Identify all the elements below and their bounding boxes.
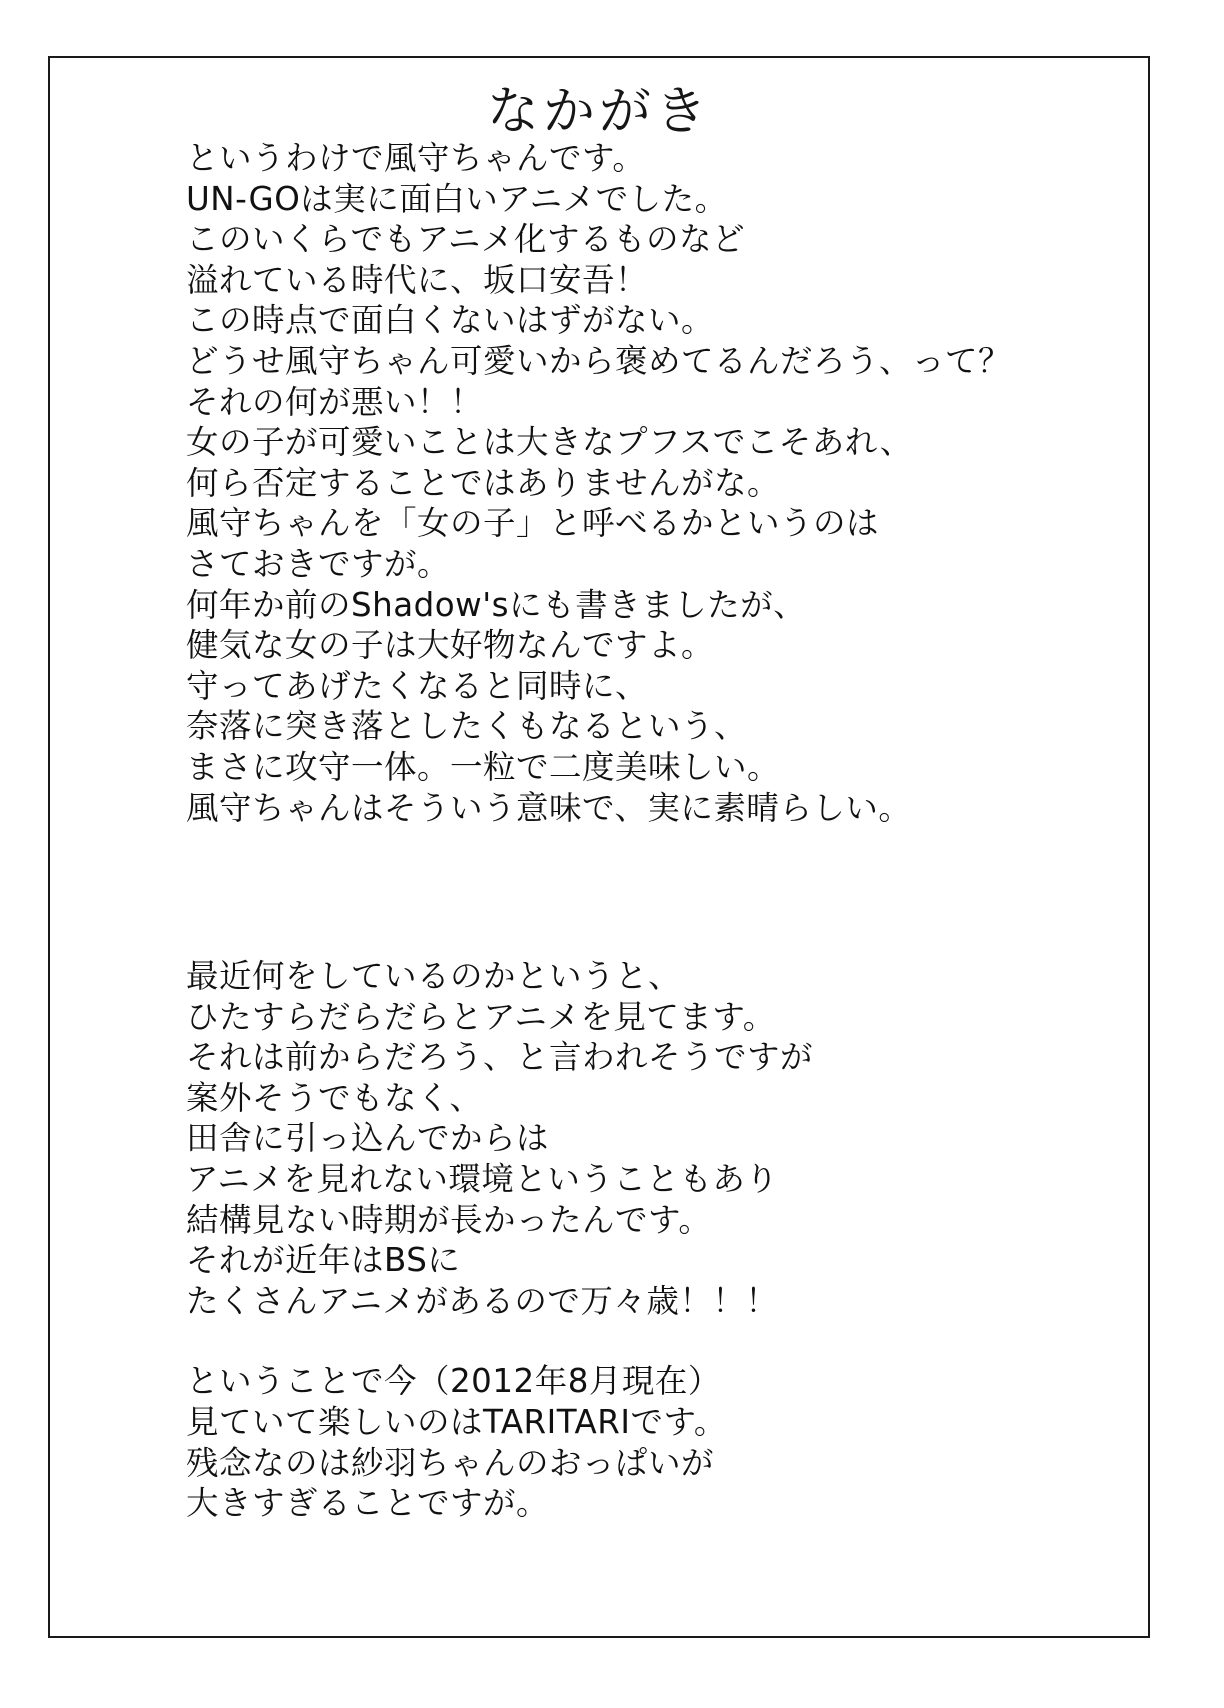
text-line: 風守ちゃんを「女の子」と呼べるかというのは xyxy=(186,504,880,543)
text-line: 健気な女の子は大好物なんですよ。 xyxy=(186,626,715,665)
page-title: なかがき xyxy=(463,80,735,144)
text-line: 残念なのは紗羽ちゃんのおっぱいが xyxy=(186,1443,715,1482)
text-line: このいくらでもアニメ化するものなど xyxy=(186,220,746,259)
text-line: それは前からだろう、と言われそうですが xyxy=(186,1038,814,1077)
text-line: 案外そうでもなく、 xyxy=(186,1078,483,1117)
text-line: ということで今（2012年8月現在） xyxy=(186,1362,721,1401)
text-line: それの何が悪い！！ xyxy=(186,382,484,421)
text-line: どうせ風守ちゃん可愛いから褒めてるんだろう、って？ xyxy=(186,341,1012,380)
paragraph-3 xyxy=(186,1361,1086,1523)
text-line: たくさんアニメがあるので万々歳！！！ xyxy=(186,1281,779,1320)
paragraph-2 xyxy=(186,956,1086,1321)
text-line: さておきですが。 xyxy=(186,544,451,583)
text-line: 田舎に引っ込んでからは xyxy=(186,1119,550,1158)
text-line: UN-GOは実に面白いアニメでした。 xyxy=(186,179,728,218)
text-line: 最近何をしているのかというと、 xyxy=(186,957,682,996)
paragraph-1 xyxy=(186,138,1086,828)
text-line: 何ら否定することではありませんがな。 xyxy=(186,463,781,502)
text-line: アニメを見れない環境ということもあり xyxy=(186,1160,779,1199)
afterword-text xyxy=(186,138,1086,1524)
text-line: 大きすぎることですが。 xyxy=(186,1484,550,1523)
text-line: 見ていて楽しいのはTARITARIです。 xyxy=(186,1403,727,1442)
text-line: まさに攻守一体。一粒で二度美味しい。 xyxy=(186,747,781,786)
text-line: 溢れている時代に、坂口安吾！ xyxy=(186,260,649,299)
text-line: それが近年はBSに xyxy=(186,1241,461,1280)
text-line: この時点で面白くないはずがない。 xyxy=(186,301,715,340)
text-line: 守ってあげたくなると同時に、 xyxy=(186,666,649,705)
text-line: 女の子が可愛いことは大きなプフスでこそあれ、 xyxy=(186,423,913,462)
text-line: ひたすらだらだらとアニメを見てます。 xyxy=(186,997,776,1036)
text-line: 結構見ない時期が長かったんです。 xyxy=(186,1200,712,1239)
text-line: 奈落に突き落としたくもなるという、 xyxy=(186,707,748,746)
title-wrap xyxy=(50,80,1148,144)
text-line: というわけで風守ちゃんです。 xyxy=(186,139,646,177)
text-line: 何年か前のShadow'sにも書きましたが、 xyxy=(186,585,807,624)
text-line: 風守ちゃんはそういう意味で、実に素晴らしい。 xyxy=(186,788,912,827)
